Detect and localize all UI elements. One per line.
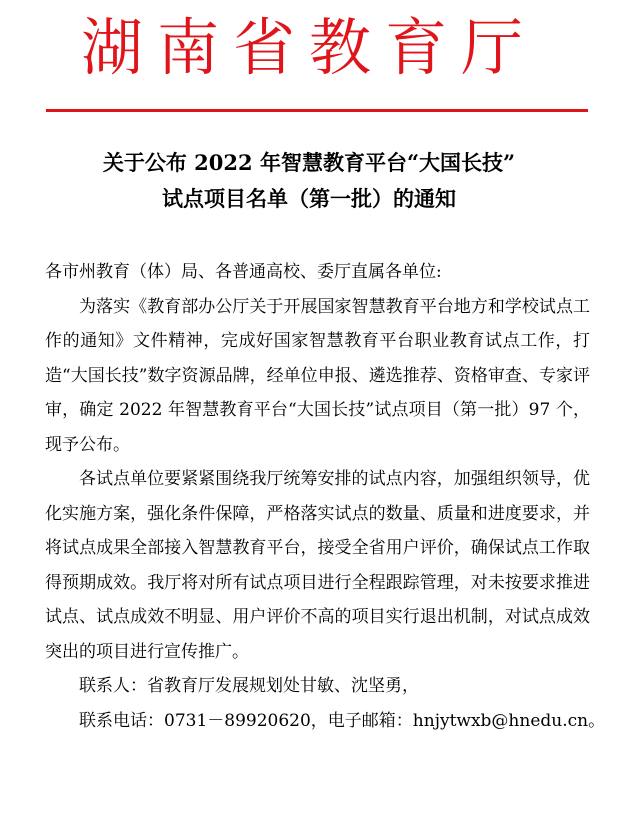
document-body <box>45 255 606 738</box>
masthead-divider <box>46 109 588 112</box>
body-paragraph-1: 为落实《教育部办公厅关于开展国家智慧教育平台地方和学校试点工作的通知》文件精神，完成好国家智慧教育平台职业教育试点工作，打造“大国长技”数字资源品牌，经单位申报、遴选推荐、资格审查、专家评审，确定 2022 年智慧教育平台“大国长技”试点项目（第一批）97 个，现予公布。 <box>45 296 590 455</box>
document-title-line-2: 试点项目名单（第一批）的通知 <box>162 186 456 211</box>
document-title <box>30 145 588 217</box>
masthead-title: 湖南省教育厅 <box>80 11 537 84</box>
body-paragraph-2: 各试点单位要紧紧围绕我厅统筹安排的试点内容，加强组织领导，优化实施方案，强化条件保障，严格落实试点的数量、质量和进度要求，并将试点成果全部接入智慧教育平台，接受全省用户评价，确保试点工作取得预期成效。我厅将对所有试点项目进行全程跟踪管理，对未按要求推进试点、试点成效不明显、用户评价不高的项目实行退出机制，对试点成效突出的项目进行宣传推广。 <box>45 469 590 662</box>
contact-person: 联系人：省教育厅发展规划处甘敏、沈坚勇， <box>79 676 419 696</box>
document-title-line-1: 关于公布 2022 年智慧教育平台“大国长技” <box>102 150 516 175</box>
contact-phone-email: 联系电话：0731－89920620，电子邮箱：hnjytwxb@hnedu.cn。 <box>79 710 606 731</box>
salutation: 各市州教育（体）局、各普通高校、委厅直属各单位: <box>45 262 442 282</box>
